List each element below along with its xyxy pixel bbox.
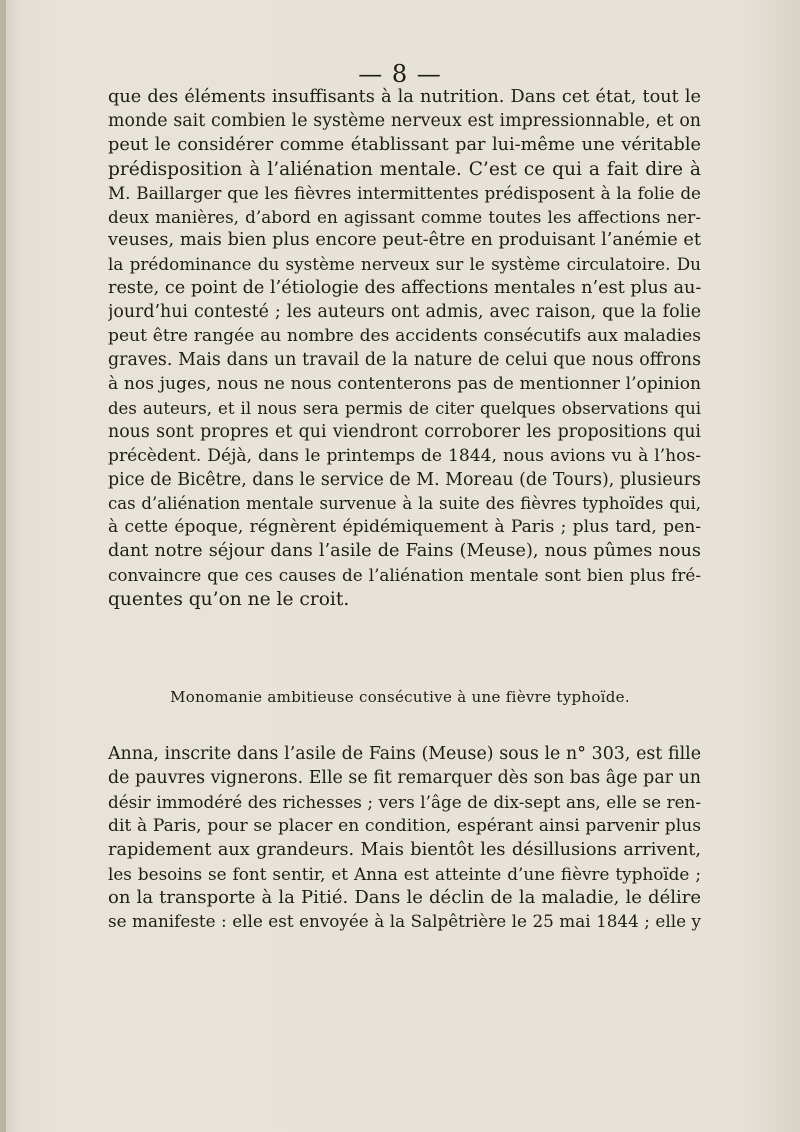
text-line: à cette époque, régnèrent épidémiquement à Paris ; plus tard, pen-	[108, 517, 701, 538]
text-line: à nos juges, nous ne nous contenterons pas de mentionner l’opinion	[108, 373, 701, 394]
text-line: la prédominance du système nerveux sur le système circulatoire. Du	[108, 254, 701, 275]
text-line: des auteurs, et il nous sera permis de citer quelques observations qui	[108, 398, 701, 418]
text-line: M. Baillarger que les fièvres intermittentes prédisposent à la folie de	[108, 182, 701, 203]
text-line: dant notre séjour dans l’asile de Fains (Meuse), nous pûmes nous	[108, 541, 701, 562]
text-line: monde sait combien le système nerveux est impressionnable, et on	[108, 110, 701, 131]
text-line: on la transporte à la Pitié. Dans le déclin de la maladie, le délire	[108, 887, 701, 909]
text-line: peut être rangée au nombre des accidents consécutifs aux maladies	[108, 326, 701, 347]
text-line: peut le considérer comme établissant par lui-même une véritable	[108, 134, 701, 155]
text-line: reste, ce point de l’étiologie des affections mentales n’est plus au-	[108, 278, 701, 299]
text-line: convaincre que ces causes de l’aliénation mentale sont bien plus fré-	[108, 565, 701, 586]
paragraph-case-anna	[108, 743, 701, 934]
section-heading: Monomanie ambitieuse consécutive à une fièvre typhoïde.	[170, 688, 630, 706]
text-line: précèdent. Déjà, dans le printemps de 1844, nous avions vu à l’hos-	[108, 445, 701, 466]
text-line: Anna, inscrite dans l’asile de Fains (Meuse) sous le n° 303, est fille	[108, 744, 701, 764]
text-line: graves. Mais dans un travail de la nature de celui que nous offrons	[108, 349, 701, 370]
text-line: rapidement aux grandeurs. Mais bientôt les désillusions arrivent,	[108, 839, 701, 860]
text-line: se manifeste : elle est envoyée à la Salpêtrière le 25 mai 1844 ; elle y	[108, 911, 701, 932]
text-line: désir immodéré des richesses ; vers l’âge de dix-sept ans, elle se ren-	[108, 791, 701, 812]
text-line: cas d’aliénation mentale survenue à la suite des fièvres typhoïdes qui,	[108, 494, 701, 514]
text-line: quentes qu’on ne le croit.	[108, 589, 350, 611]
paragraph-etiology	[108, 86, 701, 612]
text-line: dit à Paris, pour se placer en condition, espérant ainsi parvenir plus	[108, 815, 701, 836]
text-line: deux manières, d’abord en agissant comme toutes les affections ner-	[108, 206, 701, 227]
text-line: de pauvres vignerons. Elle se fit remarquer dès son bas âge par un	[108, 767, 701, 788]
text-line: que des éléments insuffisants à la nutrition. Dans cet état, tout le	[108, 87, 701, 107]
text-line: les besoins se font sentir, et Anna est atteinte d’une fièvre typhoïde ;	[108, 863, 701, 884]
page-binding-edge	[0, 0, 6, 1132]
page-number: — 8 —	[358, 60, 442, 88]
text-line: prédisposition à l’aliénation mentale. C’est ce qui a fait dire à	[108, 158, 701, 180]
text-line: nous sont propres et qui viendront corroborer les propositions qui	[108, 421, 701, 442]
text-line: veuses, mais bien plus encore peut-être en produisant l’anémie et	[108, 230, 701, 251]
text-line: jourd’hui contesté ; les auteurs ont admis, avec raison, que la folie	[108, 302, 701, 323]
text-line: pice de Bicêtre, dans le service de M. Moreau (de Tours), plusieurs	[108, 469, 701, 490]
